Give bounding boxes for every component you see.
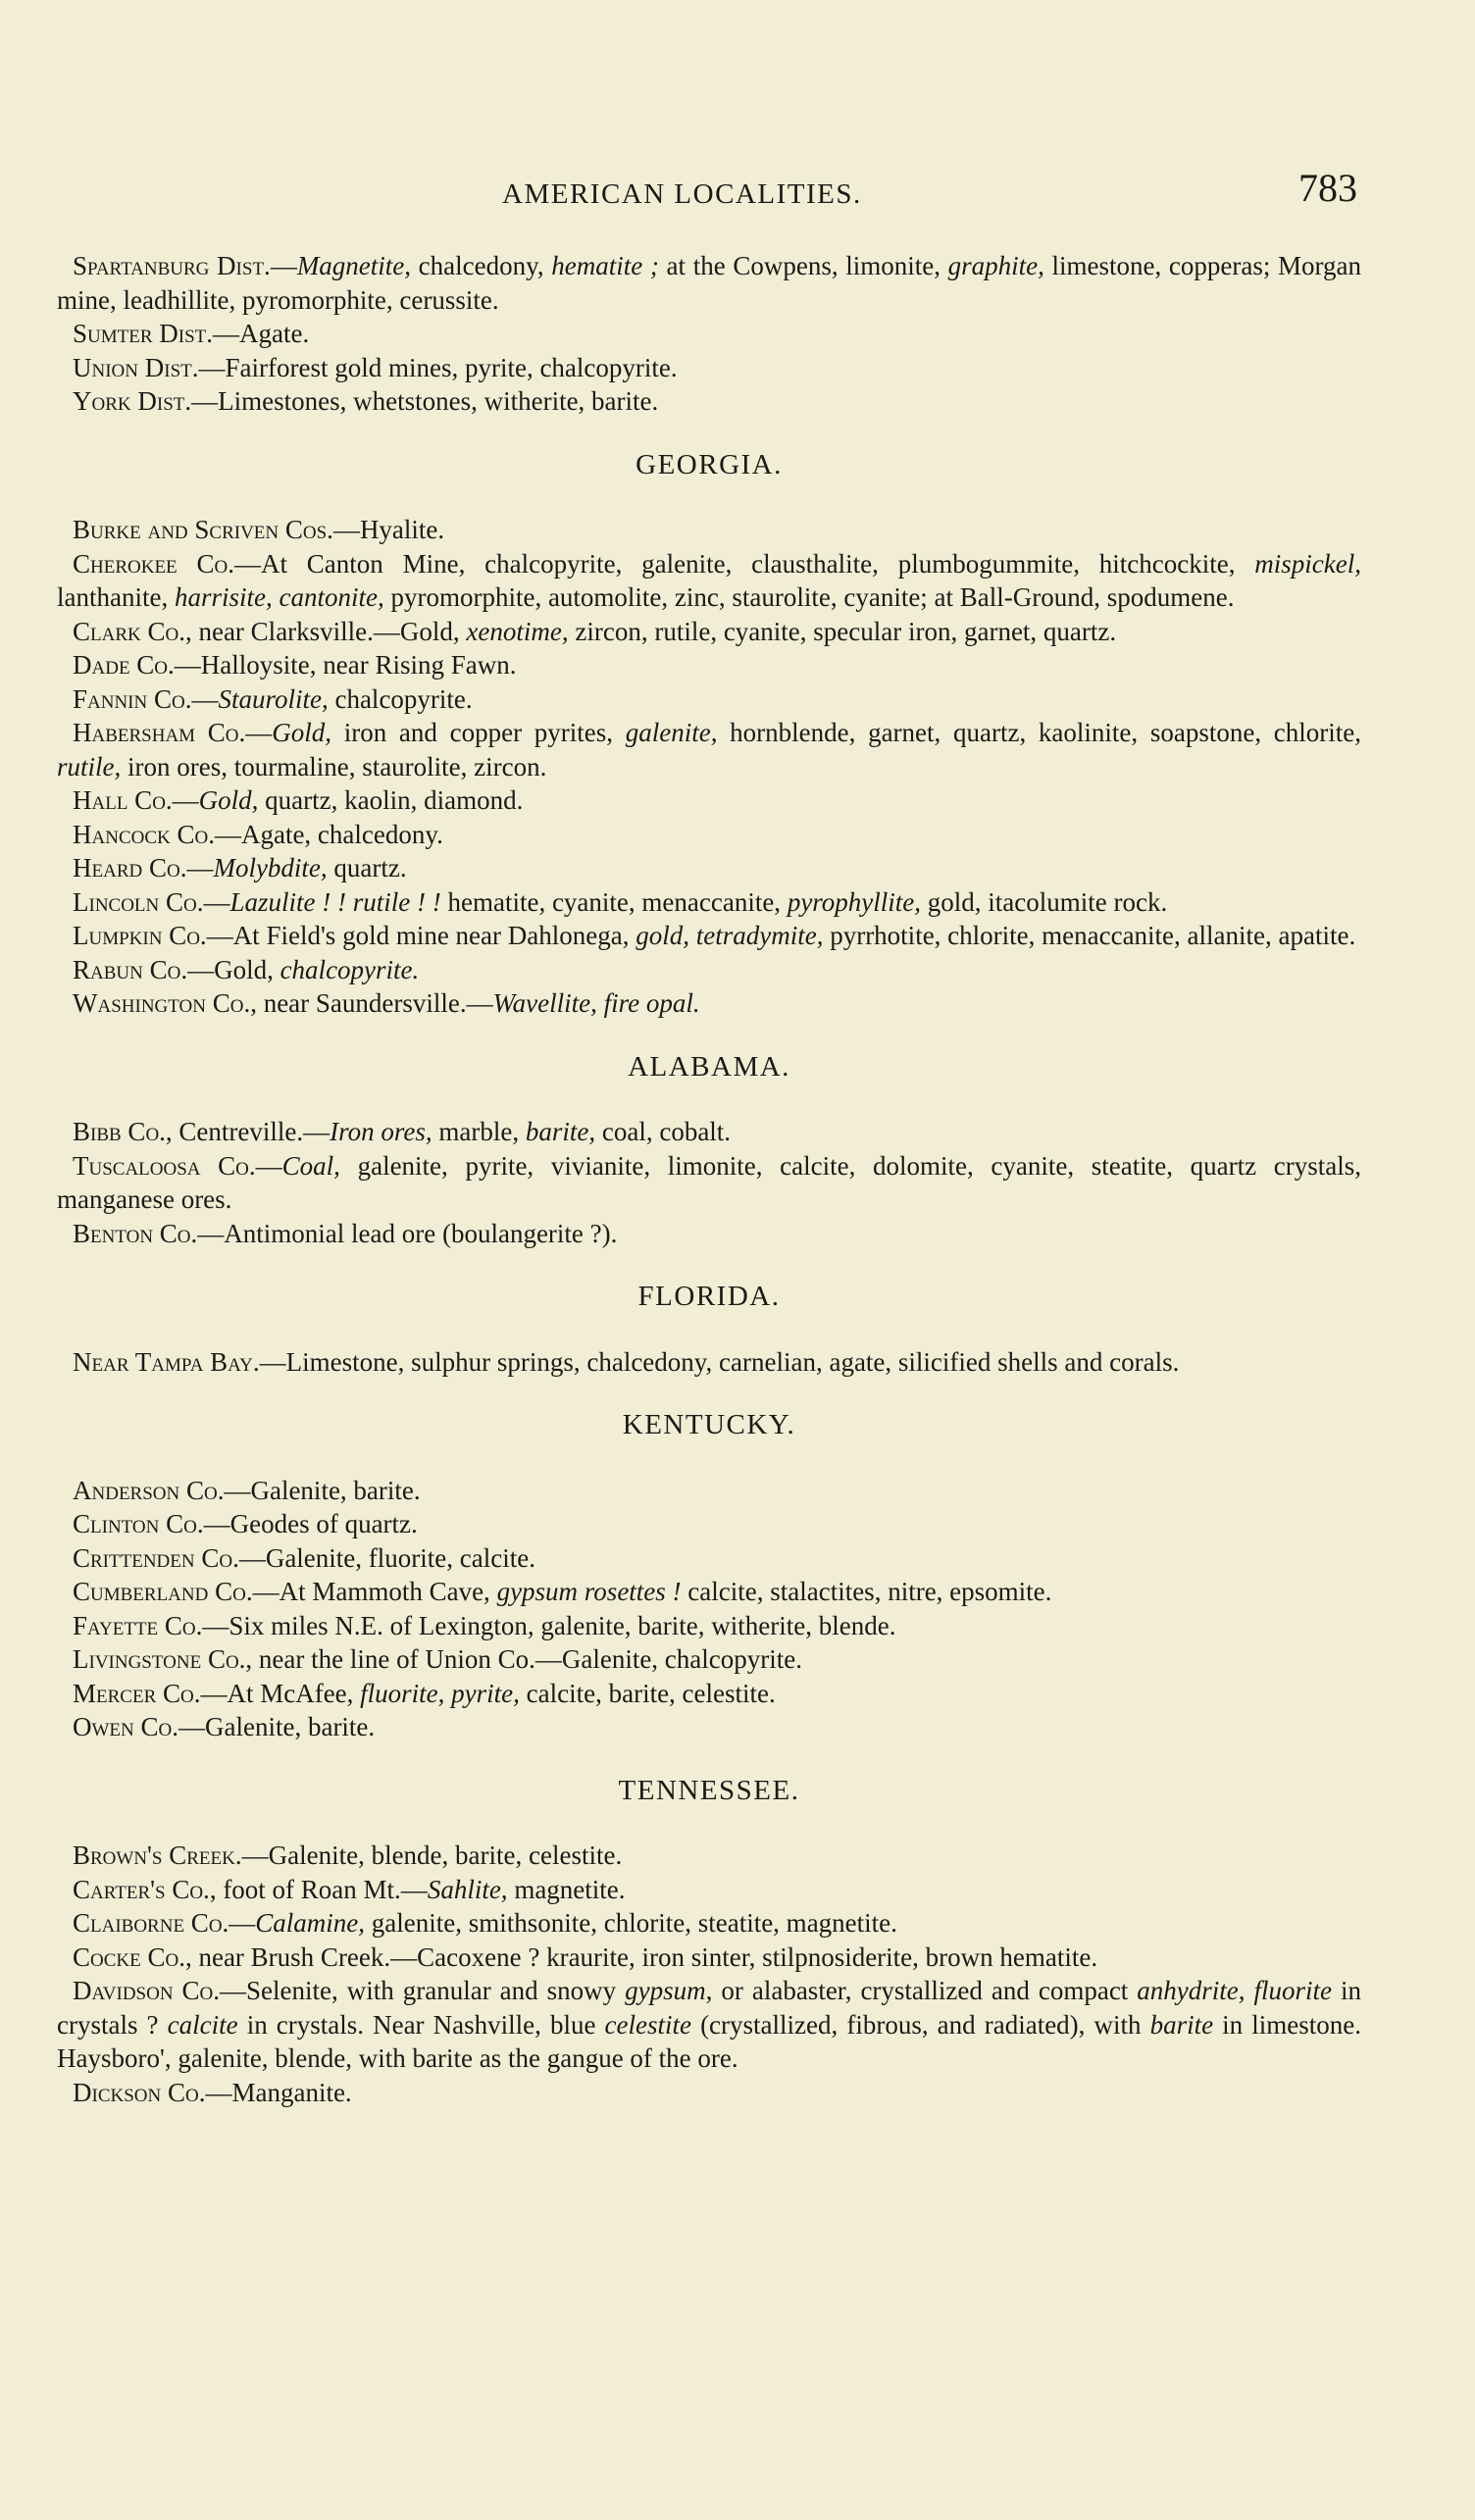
entry-text: —Fairforest gold mines, pyrite, chalcopyrite. [198,352,678,382]
mineral-italic: rutile ! ! [352,886,441,917]
mineral-italic: gypsum, [625,1976,713,2005]
locality-name: Brown's Creek. [73,1840,242,1870]
mineral-italic: mispickel, [1254,548,1361,579]
mineral-italic: Coal, [281,1150,340,1181]
entry-text: —Limestone, sulphur springs, chalcedony, carnelian, agate, silicified shells and corals. [259,1346,1180,1377]
locality-entry [57,682,1361,717]
entry-text: —Manganite. [205,2077,352,2107]
locality-name: Hancock Co. [73,819,215,849]
mineral-italic: Iron ores, [330,1117,432,1146]
locality-entry [57,919,1361,953]
entry-text: —At Canton Mine, chalcopyrite, galenite, clausthalite, plumbogummite, hitchcockite, [233,548,1255,579]
mineral-italic: Sahlite, [427,1874,508,1904]
entry-text: , near Saundersville.— [250,988,493,1018]
entry-text: marble, [432,1117,526,1146]
locality-name: Owen Co. [73,1712,178,1741]
entry-text: (crystallized, fibrous, and radiated), with [690,2009,1150,2040]
section-heading: FLORIDA. [637,1281,781,1312]
mineral-italic: fluorite, [360,1678,445,1708]
mineral-italic: rutile, [57,751,122,781]
entry-text: in crystals ? [57,1976,1362,2040]
entry-text: at the Cowpens, limonite, [658,251,948,280]
mineral-italic: hematite ; [551,251,659,280]
locality-entry [57,1609,1361,1643]
page-body [57,249,1361,2109]
entry-text: , Centreville.— [165,1117,331,1146]
entry-text: , foot of Roan Mt.— [209,1874,428,1904]
entry-text: — [245,718,273,747]
locality-entry [57,1710,1361,1744]
entry-text: chalcopyrite. [328,683,473,714]
entry-text: —At Field's gold mine near Dahlonega, [206,921,636,950]
locality-name: Heard Co. [73,853,187,882]
locality-name: Mercer Co. [73,1678,201,1708]
entry-text: —Hyalite. [332,515,445,544]
entry-text: lanthanite, [57,582,175,612]
entry-text: —Antimonial lead ore (boulangerite ?). [197,1218,618,1248]
locality-name: Washington Co. [73,988,251,1018]
locality-entry [57,1507,1361,1541]
mineral-italic: pyrite, [451,1678,520,1708]
locality-name: Fayette Co. [73,1610,203,1640]
entry-text: galenite, pyrite, vivianite, limonite, calcite, dolomite, cyanite, steatite, quartz crystals, manganese ores. [57,1150,1361,1214]
mineral-italic: Staurolite, [218,683,329,714]
locality-entry [57,1345,1361,1380]
locality-name: Carter's Co. [73,1874,210,1904]
locality-name: Clinton Co. [73,1509,204,1538]
locality-name: Anderson Co. [73,1475,225,1505]
locality-entry [57,1906,1361,1940]
mineral-italic: barite, [525,1117,596,1146]
entry-text: —Galenite, barite. [224,1475,421,1505]
locality-entry [57,1940,1361,1975]
locality-entry [57,818,1361,852]
entry-text: or alabaster, crystallized and compact [712,1976,1138,2005]
locality-name: Cocke Co. [73,1941,185,1972]
locality-name: Claiborne Co. [73,1908,229,1938]
locality-entry [57,1873,1361,1907]
entry-text: quartz. [327,853,407,882]
entry-text: calcite, stalactites, nitre, epsomite. [681,1577,1052,1606]
locality-entry [57,249,1361,317]
mineral-italic: barite [1149,2009,1214,2040]
mineral-italic: calcite [167,2009,238,2040]
locality-entry [57,885,1361,920]
entry-text: —At Mammoth Cave, [252,1577,497,1606]
entry-text [689,921,696,950]
locality-entry [57,1974,1361,2076]
locality-name: Dickson Co. [73,2077,206,2107]
mineral-italic: Molybdite, [213,853,328,882]
locality-entry [57,384,1361,419]
locality-entry [57,2076,1361,2110]
entry-text: —Six miles N.E. of Lexington, galenite, barite, witherite, blende. [202,1610,896,1640]
page-number: 783 [1298,166,1357,210]
locality-entry [57,851,1361,885]
locality-entry [57,513,1361,547]
entry-text: — [203,886,230,917]
mineral-italic: graphite, [947,251,1044,280]
mineral-italic: gypsum rosettes ! [496,1577,682,1606]
locality-name: Livingstone Co. [73,1644,246,1674]
entry-text: gold, itacolumite rock. [921,886,1168,917]
locality-name: Hall Co. [73,785,173,815]
locality-name: Lumpkin Co. [73,921,207,950]
mineral-italic: tetradymite, [695,921,824,950]
entry-text: —Geodes of quartz. [203,1509,418,1538]
locality-entry [57,986,1361,1021]
entry-text: , near the line of Union Co.—Galenite, chalcopyrite. [245,1644,802,1674]
entry-text: —At McAfee, [200,1678,361,1708]
mineral-italic: pyrophyllite, [787,886,922,917]
locality-name: Habersham Co. [73,718,246,747]
mineral-italic: xenotime, [466,616,569,646]
locality-entry [57,648,1361,682]
entry-text: —Selenite, with granular and snowy [220,1976,626,2005]
entry-text: coal, cobalt. [595,1117,732,1146]
locality-entry [57,1115,1361,1149]
mineral-italic: celestite [604,2009,691,2040]
entry-text: —Gold, [187,954,280,984]
entry-text: iron and copper pyrites, [331,718,626,747]
entry-text: hematite, cyanite, menaccanite, [440,886,788,917]
entry-text: calcite, barite, celestite. [519,1678,776,1708]
mineral-italic: Calamine, [255,1908,366,1938]
entry-text: —Halloysite, near Rising Fawn. [174,650,517,680]
entry-text: in limestone. Haysboro', galenite, blende, with barite as the gangue of the ore. [57,2009,1361,2073]
entry-text: —Galenite, fluorite, calcite. [238,1542,535,1573]
locality-entry [57,1217,1361,1251]
entry-text: quartz, kaolin, diamond. [258,785,524,815]
locality-name: Cumberland Co. [73,1577,253,1606]
locality-name: Tuscaloosa Co. [73,1150,256,1181]
entry-text: chalcedony, [411,251,552,280]
entry-text: pyrrhotite, chlorite, menaccanite, allanite, apatite. [823,921,1356,950]
locality-entry [57,1541,1361,1576]
entry-text: limestone, copperas; Morgan mine, leadhillite, pyromorphite, cerussite. [57,251,1362,315]
locality-name: Crittenden Co. [73,1542,239,1573]
locality-entry [57,1149,1361,1217]
entry-text: iron ores, tourmaline, staurolite, zircon. [121,751,547,781]
mineral-italic: gold, [636,921,689,950]
locality-entry [57,783,1361,818]
locality-name: Burke and Scriven Cos. [73,515,333,544]
locality-name: York Dist. [73,386,192,416]
locality-name: Davidson Co. [73,1976,221,2005]
locality-name: Benton Co. [73,1218,198,1248]
entry-text: —Agate. [213,319,310,348]
locality-name: Clark Co. [73,616,185,646]
entry-text: in crystals. Near Nashville, blue [237,2009,605,2040]
entry-text: , near Brush Creek.—Cacoxene ? kraurite, iron sinter, stilpnosiderite, brown hematite. [184,1941,1098,1972]
entry-text: pyromorphite, automolite, zinc, staurolite, cyanite; at Ball-Ground, spodumene. [383,582,1235,612]
entry-text: galenite, smithsonite, chlorite, steatite, magnetite. [365,1908,897,1938]
locality-name: Cherokee Co. [73,548,234,579]
locality-entry [57,547,1361,615]
locality-name: Rabun Co. [73,954,188,984]
locality-name: Spartanburg Dist. [73,251,271,280]
locality-name: Dade Co. [73,650,175,680]
entry-text: —Galenite, barite. [178,1712,376,1741]
locality-entry [57,1677,1361,1711]
running-head [0,165,1475,224]
running-head-title: AMERICAN LOCALITIES. [502,178,862,210]
entry-text: — [172,785,199,815]
mineral-italic: Magnetite, [296,251,412,280]
section-heading: KENTUCKY. [622,1409,796,1440]
locality-entry [57,1839,1361,1873]
mineral-italic: harrisite, [174,582,273,612]
locality-entry [57,317,1361,351]
entry-text: zircon, rutile, cyanite, specular iron, garnet, quartz. [568,616,1117,646]
entry-text: —Limestones, whetstones, witherite, barite. [191,386,659,416]
mineral-italic: Lazulite ! ! [229,886,346,917]
section-heading: GEORGIA. [636,448,783,480]
mineral-italic: chalcopyrite. [280,954,420,984]
locality-entry [57,1474,1361,1508]
locality-entry [57,351,1361,385]
entry-text: — [186,853,214,882]
mineral-italic: cantonite, [279,582,384,612]
entry-text: — [191,683,219,714]
locality-entry [57,1642,1361,1677]
entry-text: —Galenite, blende, barite, celestite. [241,1840,623,1870]
locality-name: Near Tampa Bay. [73,1346,260,1377]
mineral-italic: anhydrite, fluorite [1137,1976,1333,2005]
locality-name: Union Dist. [73,352,199,382]
entry-text: — [255,1150,282,1181]
entry-text: , near Clarksville.—Gold, [184,616,467,646]
section-heading: TENNESSEE. [618,1774,800,1806]
locality-entry [57,615,1361,649]
entry-text: — [229,1908,256,1938]
locality-name: Lincoln Co. [73,886,204,917]
entry-text: —Agate, chalcedony. [214,819,443,849]
entry-text [346,887,353,917]
mineral-italic: Gold, [272,718,332,747]
locality-name: Fannin Co. [73,683,192,714]
locality-name: Bibb Co. [73,1117,166,1146]
locality-entry [57,1575,1361,1609]
locality-entry [57,716,1361,783]
mineral-italic: galenite, [625,718,718,747]
locality-name: Sumter Dist. [73,319,214,348]
mineral-italic: Gold, [198,785,259,815]
mineral-italic: Wavellite, fire opal. [492,988,700,1018]
locality-entry [57,953,1361,987]
entry-text: hornblende, garnet, quartz, kaolinite, soapstone, chlorite, [717,718,1361,747]
entry-text: magnetite. [507,1874,626,1904]
entry-text: — [270,251,297,280]
section-heading: ALABAMA. [628,1050,790,1083]
